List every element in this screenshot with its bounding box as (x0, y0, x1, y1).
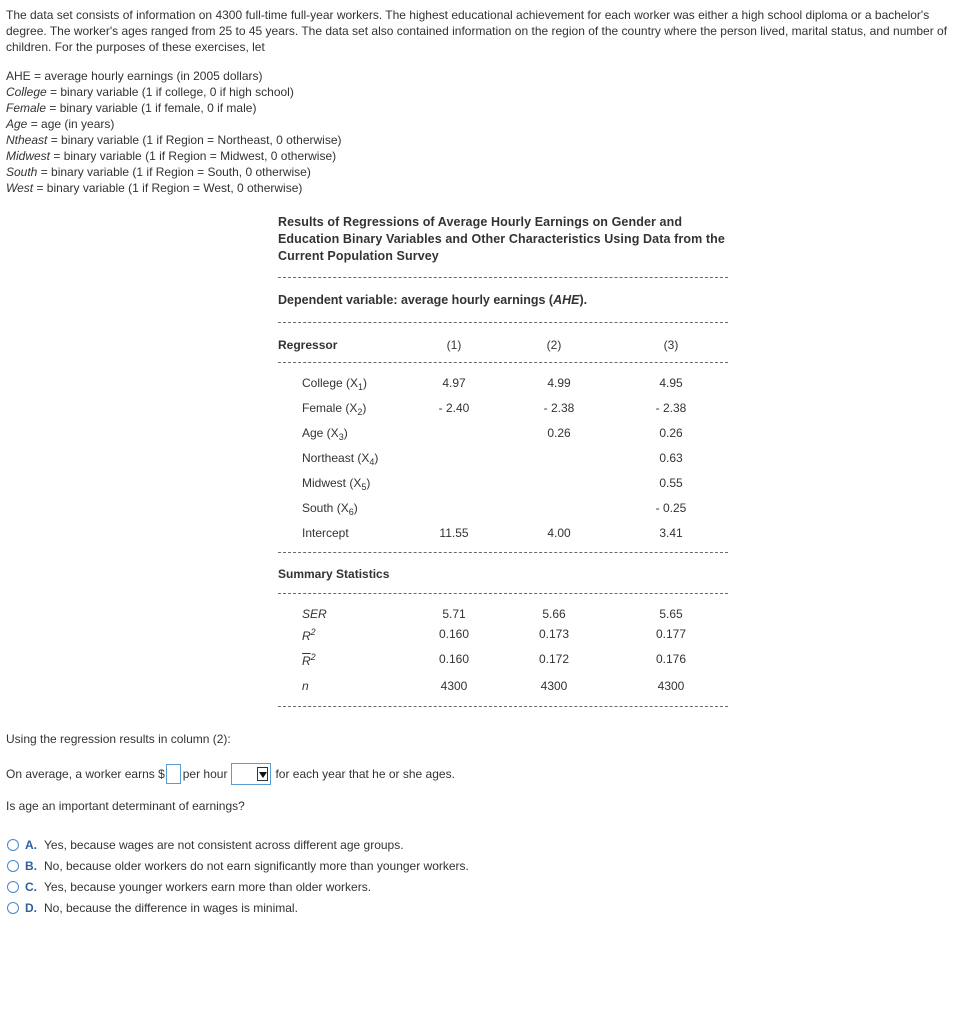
radio-circle-icon[interactable] (7, 860, 19, 872)
table-divider (278, 552, 728, 553)
column-header-3: (3) (663, 338, 679, 352)
summary-label: SER (302, 607, 327, 621)
table-divider (278, 277, 728, 278)
option-d[interactable]: D. No, because the difference in wages is minimal. (7, 901, 298, 915)
option-a[interactable]: A. Yes, because wages are not consistent across different age groups. (7, 838, 404, 852)
radio-circle-icon[interactable] (7, 839, 19, 851)
earnings-answer-input[interactable] (166, 764, 181, 784)
summary-value-cell: 0.160 (438, 652, 470, 666)
regressor-label: College $(X_1)$ (302, 376, 368, 392)
coefficient-cell: - 0.25 (655, 501, 687, 515)
table-divider (278, 593, 728, 594)
option-c[interactable]: C. Yes, because younger workers earn more than older workers. (7, 880, 371, 894)
radio-circle-icon[interactable] (7, 881, 19, 893)
radio-circle-icon[interactable] (7, 902, 19, 914)
intro-paragraph: The data set consists of information on 4300 full-time full-year workers. The highest educational achievement for each worker was either a high school diploma or a bachelor's degree. The worker's ages ranged from 25 to 45 years. The data set also contained information on the region of the country where the person lived, marital status, and number of children. For the purposes of these exercises, let (6, 8, 948, 54)
question-intro: Using the regression results in column (2): (6, 732, 231, 746)
summary-value-cell: 4300 (440, 679, 468, 693)
summary-value-cell: 4300 (657, 679, 685, 693)
regressor-label: Intercept (302, 526, 349, 540)
coefficient-cell: 4.95 (659, 376, 683, 390)
dependent-variable-label: Dependent variable: average hourly earnings (AHE). (278, 293, 588, 307)
fill-in-sentence (6, 763, 455, 785)
coefficient-cell: - 2.40 (438, 401, 470, 415)
var-south: South = binary variable (1 if Region = South, 0 otherwise) (6, 165, 311, 179)
coefficient-cell: 0.63 (659, 451, 683, 465)
coefficient-cell: 0.26 (547, 426, 571, 440)
table-title: Results of Regressions of Average Hourly Earnings on Gender and Education Binary Variables and Other Characteristics Using Data from the Current Population Survey (278, 215, 725, 263)
summary-value-cell: 0.176 (655, 652, 687, 666)
column-header-2: (2) (546, 338, 562, 352)
summary-value-cell: 0.177 (655, 627, 687, 641)
coefficient-cell: - 2.38 (543, 401, 575, 415)
sentence-end: for each year that he or she ages. (275, 767, 455, 781)
sentence-start: On average, a worker earns $ (6, 767, 165, 781)
var-college: College = binary variable (1 if college, 0 if high school) (6, 85, 294, 99)
summary-statistics-header: Summary Statistics (278, 567, 390, 581)
regressor-label: Midwest $(X_5)$ (302, 476, 371, 492)
summary-value-cell: 0.160 (438, 627, 470, 641)
var-female: Female = binary variable (1 if female, 0 if male) (6, 101, 257, 115)
regressor-label: Age $(X_3)$ (302, 426, 348, 442)
coefficient-cell: 4.00 (547, 526, 571, 540)
regressor-label: Northeast $(X_4)$ (302, 451, 379, 467)
summary-label: $R^2$ (302, 627, 316, 643)
coefficient-cell: 4.97 (442, 376, 466, 390)
coefficient-cell: 0.26 (659, 426, 683, 440)
table-divider (278, 322, 728, 323)
coefficient-cell: - 2.38 (655, 401, 687, 415)
column-header-1: (1) (446, 338, 462, 352)
regressor-label: South $(X_6)$ (302, 501, 358, 517)
coefficient-cell: 11.55 (439, 526, 469, 540)
direction-dropdown[interactable] (231, 763, 271, 785)
summary-value-cell: 0.173 (538, 627, 570, 641)
coefficient-cell: 4.99 (547, 376, 571, 390)
summary-label: n (302, 679, 309, 693)
summary-value-cell: 0.172 (538, 652, 570, 666)
coefficient-cell: 3.41 (659, 526, 683, 540)
option-b[interactable]: B. No, because older workers do not earn significantly more than younger workers. (7, 859, 469, 873)
variable-definitions (6, 68, 342, 196)
var-ntheast: Ntheast = binary variable (1 if Region = Northeast, 0 otherwise) (6, 133, 342, 147)
summary-value-cell: 5.71 (442, 607, 466, 621)
var-age: Age = age (in years) (6, 117, 115, 131)
summary-value-cell: 5.66 (542, 607, 566, 621)
table-bottom-border (278, 706, 728, 707)
sentence-per-hour: per hour (182, 767, 228, 781)
regressor-header: Regressor (278, 338, 338, 352)
summary-label: $\overline{R}^2$ (302, 652, 316, 668)
var-ahe: AHE = average hourly earnings (in 2005 dollars) (6, 69, 263, 83)
table-divider (278, 362, 728, 363)
regressor-label: Female $(X_2)$ (302, 401, 367, 417)
question-age: Is age an important determinant of earnings? (6, 799, 245, 813)
coefficient-cell: 0.55 (659, 476, 683, 490)
dropdown-arrow-icon (257, 767, 268, 781)
summary-value-cell: 4300 (540, 679, 568, 693)
summary-value-cell: 5.65 (659, 607, 683, 621)
var-west: West = binary variable (1 if Region = West, 0 otherwise) (6, 181, 303, 195)
var-midwest: Midwest = binary variable (1 if Region = Midwest, 0 otherwise) (6, 149, 337, 163)
